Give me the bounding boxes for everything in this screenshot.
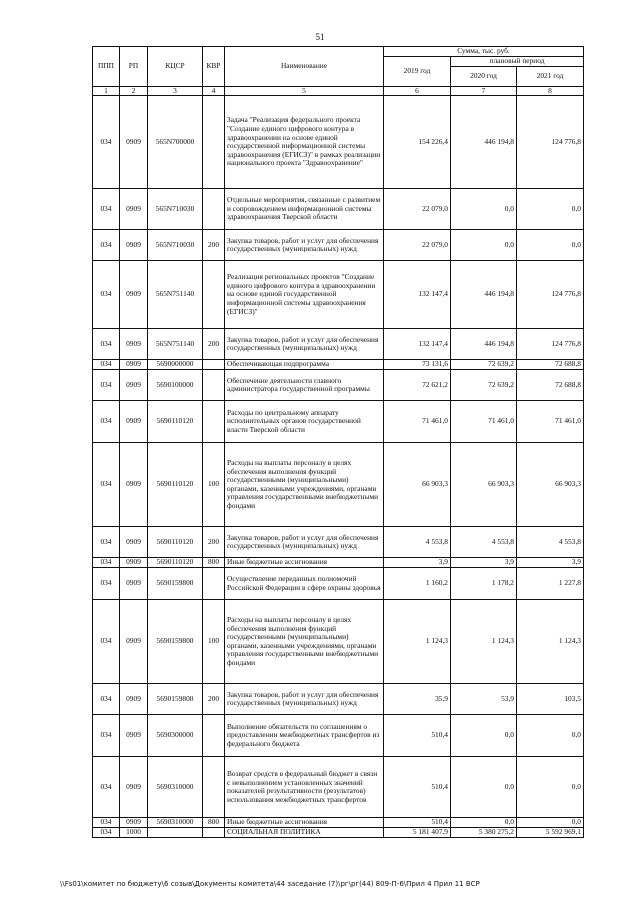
cell-kvr: 100	[203, 600, 225, 684]
cell-2019: 35,9	[384, 684, 451, 715]
cell-2021: 71 461,0	[517, 401, 584, 443]
cell-name: Иные бюджетные ассигнования	[225, 818, 384, 828]
cell-2020: 446 194,8	[451, 261, 517, 329]
col-header-2019: 2019 год	[384, 57, 451, 87]
table-body	[93, 96, 584, 838]
cell-rp: 0909	[120, 443, 148, 527]
table-row	[93, 360, 584, 370]
cell-kvr	[203, 370, 225, 401]
cell-ppp: 034	[93, 360, 120, 370]
cell-ppp: 034	[93, 527, 120, 558]
cell-kvr: 200	[203, 329, 225, 360]
cell-name: Иные бюджетные ассигнования	[225, 558, 384, 568]
cell-kvr: 800	[203, 818, 225, 828]
cell-2021: 124 776,8	[517, 329, 584, 360]
cell-kvr	[203, 828, 225, 838]
table-row	[93, 370, 584, 401]
cell-2021: 0,0	[517, 757, 584, 818]
col-header-name: Наименование	[225, 47, 384, 87]
cell-rp: 0909	[120, 370, 148, 401]
cell-ppp: 034	[93, 370, 120, 401]
cell-kcsr: 565N751140	[148, 261, 203, 329]
cell-2020: 53,9	[451, 684, 517, 715]
cell-kcsr: 5690110120	[148, 558, 203, 568]
page-number: 51	[315, 32, 325, 42]
cell-name: Закупка товаров, работ и услуг для обеспечения государственных (муниципальных) нужд	[225, 329, 384, 360]
cell-rp: 0909	[120, 360, 148, 370]
table-row	[93, 558, 584, 568]
cell-kcsr: 5690110120	[148, 401, 203, 443]
cell-rp: 0909	[120, 96, 148, 189]
cell-ppp: 034	[93, 96, 120, 189]
cell-kcsr: 5690110120	[148, 527, 203, 558]
cell-kcsr: 5690000000	[148, 360, 203, 370]
cell-rp: 0909	[120, 757, 148, 818]
cell-ppp: 034	[93, 715, 120, 757]
column-number: 2	[120, 86, 148, 96]
cell-2021: 0,0	[517, 230, 584, 261]
table-row	[93, 828, 584, 838]
col-header-ppp: ППП	[93, 47, 120, 87]
column-number: 5	[225, 86, 384, 96]
cell-2019: 71 461,0	[384, 401, 451, 443]
cell-2021: 72 688,8	[517, 360, 584, 370]
column-number: 8	[517, 86, 584, 96]
cell-2021: 124 776,8	[517, 96, 584, 189]
cell-kcsr: 5690100000	[148, 370, 203, 401]
cell-2019: 154 226,4	[384, 96, 451, 189]
cell-name: Задача "Реализация федерального проекта "Создание единого цифрового контура в здравоохранении на основе единой государственной информационной системы здравоохранения (ЕГИСЗ)" в рамках реализации национального проекта "Здравоохранение"	[225, 96, 384, 189]
cell-2019: 510,4	[384, 818, 451, 828]
cell-2021: 124 776,8	[517, 261, 584, 329]
cell-2020: 0,0	[451, 189, 517, 230]
cell-kcsr: 565N700000	[148, 96, 203, 189]
table-row	[93, 568, 584, 600]
cell-2020: 446 194,8	[451, 329, 517, 360]
table-row	[93, 230, 584, 261]
cell-rp: 0909	[120, 818, 148, 828]
cell-2020: 446 194,8	[451, 96, 517, 189]
cell-kcsr: 5690300000	[148, 715, 203, 757]
cell-kcsr: 5690159800	[148, 684, 203, 715]
cell-kvr	[203, 360, 225, 370]
cell-kvr	[203, 401, 225, 443]
cell-name: Закупка товаров, работ и услуг для обеспечения государственных (муниципальных) нужд	[225, 527, 384, 558]
cell-kcsr: 565N710030	[148, 189, 203, 230]
cell-name: СОЦИАЛЬНАЯ ПОЛИТИКА	[225, 828, 384, 838]
cell-2019: 5 181 407,9	[384, 828, 451, 838]
cell-2020: 71 461,0	[451, 401, 517, 443]
cell-2021: 1 124,3	[517, 600, 584, 684]
cell-name: Осуществление переданных полномочий Российской Федерации в сфере охраны здоровья	[225, 568, 384, 600]
cell-name: Закупка товаров, работ и услуг для обеспечения государственных (муниципальных) нужд	[225, 230, 384, 261]
cell-2019: 72 621,2	[384, 370, 451, 401]
cell-2020: 0,0	[451, 818, 517, 828]
cell-2021: 3,9	[517, 558, 584, 568]
col-header-planned: плановый период	[451, 57, 584, 67]
cell-2021: 0,0	[517, 189, 584, 230]
cell-2021: 0,0	[517, 715, 584, 757]
cell-name: Отдельные мероприятия, связанные с развитием и сопровождением информационной системы здравоохранения Тверской области	[225, 189, 384, 230]
cell-ppp: 034	[93, 230, 120, 261]
cell-2019: 22 079,0	[384, 189, 451, 230]
column-number: 7	[451, 86, 517, 96]
cell-rp: 0909	[120, 684, 148, 715]
cell-2019: 132 147,4	[384, 261, 451, 329]
cell-name: Расходы на выплаты персоналу в целях обеспечения выполнения функций государственными (муниципальными) органами, казенными учреждениями, органами управления государственными внебюджетными фондами	[225, 600, 384, 684]
cell-rp: 0909	[120, 568, 148, 600]
cell-kvr	[203, 757, 225, 818]
cell-2019: 1 160,2	[384, 568, 451, 600]
cell-kcsr: 5690310000	[148, 818, 203, 828]
budget-table	[92, 46, 584, 838]
table-row	[93, 189, 584, 230]
cell-kvr: 800	[203, 558, 225, 568]
cell-2020: 72 639,2	[451, 360, 517, 370]
cell-ppp: 034	[93, 828, 120, 838]
column-number: 3	[148, 86, 203, 96]
table-row	[93, 715, 584, 757]
cell-kvr	[203, 96, 225, 189]
footer-file-path: \\Fs01\комитет по бюджету\6 созыв\Документы комитета\44 заседание (7)\рг\рг(44) 809-П-6\Прил 4 Прил 11 ВСР	[60, 880, 480, 888]
cell-name: Реализация региональных проектов "Создание единого цифрового контура в здравоохранении на основе единой государственной информационной системы здравоохранения (ЕГИСЗ)"	[225, 261, 384, 329]
cell-2020: 5 380 275,2	[451, 828, 517, 838]
cell-name: Закупка товаров, работ и услуг для обеспечения государственных (муниципальных) нужд	[225, 684, 384, 715]
cell-2021: 66 903,3	[517, 443, 584, 527]
cell-2021: 1 227,8	[517, 568, 584, 600]
cell-2021: 4 553,8	[517, 527, 584, 558]
cell-2021: 72 688,8	[517, 370, 584, 401]
cell-2020: 72 639,2	[451, 370, 517, 401]
col-header-2020: 2020 год	[451, 66, 517, 86]
cell-rp: 0909	[120, 189, 148, 230]
table-row	[93, 96, 584, 189]
cell-ppp: 034	[93, 757, 120, 818]
table-row	[93, 401, 584, 443]
cell-2020: 0,0	[451, 757, 517, 818]
cell-kcsr: 5690310000	[148, 757, 203, 818]
cell-kvr	[203, 189, 225, 230]
cell-kvr: 200	[203, 684, 225, 715]
table-row	[93, 443, 584, 527]
table-row	[93, 329, 584, 360]
cell-kcsr: 5690110120	[148, 443, 203, 527]
cell-rp: 0909	[120, 527, 148, 558]
cell-kcsr	[148, 828, 203, 838]
cell-2021: 5 592 969,1	[517, 828, 584, 838]
cell-ppp: 034	[93, 189, 120, 230]
cell-kvr	[203, 261, 225, 329]
table-row	[93, 600, 584, 684]
cell-kcsr: 565N710030	[148, 230, 203, 261]
cell-kvr	[203, 715, 225, 757]
cell-2019: 510,4	[384, 757, 451, 818]
cell-rp: 0909	[120, 715, 148, 757]
cell-2020: 3,9	[451, 558, 517, 568]
cell-rp: 0909	[120, 558, 148, 568]
cell-kcsr: 5690159800	[148, 600, 203, 684]
table-row	[93, 757, 584, 818]
cell-name: Расходы на выплаты персоналу в целях обеспечения выполнения функций государственными (муниципальными) органами, казенными учреждениями, органами управления государственными внебюджетными фондами	[225, 443, 384, 527]
cell-ppp: 034	[93, 600, 120, 684]
cell-rp: 0909	[120, 401, 148, 443]
cell-ppp: 034	[93, 443, 120, 527]
cell-name: Выполнение обязательств по соглашениям о предоставлении межбюджетных трансфертов из федерального бюджета	[225, 715, 384, 757]
cell-name: Обеспечение деятельности главного администратора государственной программы	[225, 370, 384, 401]
table-row	[93, 684, 584, 715]
cell-kvr: 200	[203, 527, 225, 558]
cell-2020: 1 178,2	[451, 568, 517, 600]
cell-2019: 510,4	[384, 715, 451, 757]
cell-ppp: 034	[93, 329, 120, 360]
cell-2021: 0,0	[517, 818, 584, 828]
cell-kcsr: 565N751140	[148, 329, 203, 360]
cell-rp: 0909	[120, 329, 148, 360]
column-number: 6	[384, 86, 451, 96]
col-header-sum: Сумма, тыс. руб.	[384, 47, 584, 57]
column-number: 1	[93, 86, 120, 96]
table-row	[93, 527, 584, 558]
cell-kvr	[203, 568, 225, 600]
col-header-kvr: КВР	[203, 47, 225, 87]
cell-rp: 0909	[120, 230, 148, 261]
cell-2020: 66 903,3	[451, 443, 517, 527]
cell-name: Расходы по центральному аппарату исполнительных органов государственной власти Тверской области	[225, 401, 384, 443]
table-row	[93, 261, 584, 329]
cell-kcsr: 5690159800	[148, 568, 203, 600]
cell-rp: 1000	[120, 828, 148, 838]
cell-ppp: 034	[93, 684, 120, 715]
cell-rp: 0909	[120, 261, 148, 329]
column-number: 4	[203, 86, 225, 96]
cell-name: Обеспечивающая подпрограмма	[225, 360, 384, 370]
cell-ppp: 034	[93, 568, 120, 600]
cell-kvr: 100	[203, 443, 225, 527]
col-header-kcsr: КЦСР	[148, 47, 203, 87]
cell-2020: 4 553,8	[451, 527, 517, 558]
cell-2019: 1 124,3	[384, 600, 451, 684]
cell-ppp: 034	[93, 818, 120, 828]
column-number-row	[93, 86, 584, 96]
cell-ppp: 034	[93, 401, 120, 443]
cell-2019: 22 079,0	[384, 230, 451, 261]
cell-name: Возврат средств в федеральный бюджет в связи с невыполнением установленных значений показателей результативности (результатов) использования межбюджетных трансфертов	[225, 757, 384, 818]
cell-rp: 0909	[120, 600, 148, 684]
cell-2020: 0,0	[451, 230, 517, 261]
col-header-rp: РП	[120, 47, 148, 87]
cell-2019: 3,9	[384, 558, 451, 568]
cell-kvr: 200	[203, 230, 225, 261]
cell-ppp: 034	[93, 558, 120, 568]
cell-2019: 73 131,6	[384, 360, 451, 370]
cell-2021: 103,5	[517, 684, 584, 715]
cell-2019: 132 147,4	[384, 329, 451, 360]
cell-2019: 66 903,3	[384, 443, 451, 527]
cell-2020: 0,0	[451, 715, 517, 757]
cell-2020: 1 124,3	[451, 600, 517, 684]
col-header-2021: 2021 год	[517, 66, 584, 86]
table-row	[93, 818, 584, 828]
cell-ppp: 034	[93, 261, 120, 329]
cell-2019: 4 553,8	[384, 527, 451, 558]
